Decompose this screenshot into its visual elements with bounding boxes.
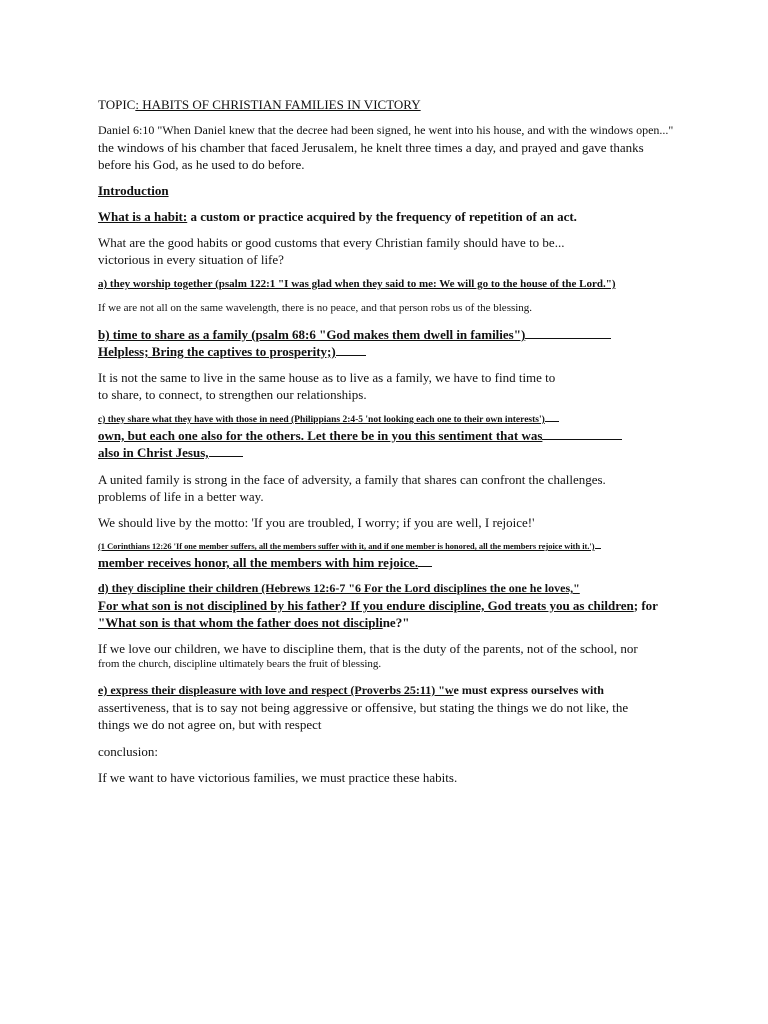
point-c-heading-2-text: own, but each one also for the others. Let there be in you this sentiment that was: [98, 428, 543, 443]
point-b-body-2: to share, to connect, to strengthen our relationships.: [98, 387, 367, 402]
conclusion-label: conclusion:: [98, 744, 158, 759]
question-line-1: What are the good habits or good customs that every Christian family should have to be...: [98, 235, 565, 250]
point-d-heading-2: [98, 597, 698, 614]
point-b-heading-1-text: b) time to share as a family (psalm 68:6 "God makes them dwell in families"): [98, 327, 526, 342]
point-b-heading-2-text: Helpless; Bring the captives to prosperity;): [98, 344, 336, 359]
verse-line-2: the windows of his chamber that faced Jerusalem, he knelt three times a day, and prayed and gave thanks: [98, 140, 644, 155]
topic-heading: [98, 96, 698, 113]
habit-text: a custom or practice acquired by the frequency of repetition of an act.: [187, 209, 577, 224]
point-c-heading-3-text: also in Christ Jesus,: [98, 445, 209, 460]
point-a-body: If we are not all on the same wavelength, there is no peace, and that person robs us of the blessing.: [98, 302, 533, 314]
verse-line-1: Daniel 6:10 "When Daniel knew that the decree had been signed, he went into his house, and with the windows open...": [98, 123, 674, 137]
question-line-2: victorious in every situation of life?: [98, 252, 284, 267]
underline-blank: [525, 327, 611, 339]
corinthians-ref-2-text: member receives honor, all the members with him rejoice.: [98, 555, 419, 570]
point-e-body-1: assertiveness, that is to say not being aggressive or offensive, but stating the things we do not like, the: [98, 700, 629, 715]
point-e-body-2: things we do not agree on, but with respect: [98, 717, 322, 732]
underline-blank: [209, 445, 243, 457]
point-e-heading-text: e) express their displeasure with love and respect (Proverbs 25:11) "w: [98, 683, 454, 697]
point-c-heading-1-text: c) they share what they have with those in need (Philippians 2:4-5 'not looking each one to their own interests'): [98, 415, 545, 425]
point-d-body-1: If we love our children, we have to discipline them, that is the duty of the parents, not of the school, nor: [98, 641, 638, 656]
document-page: [98, 96, 698, 786]
underline-blank: [418, 555, 432, 567]
topic-prefix: TOPIC: [98, 97, 136, 112]
point-c-body-1: A united family is strong in the face of adversity, a family that shares can confront the challenges.: [98, 472, 606, 487]
point-d-body-2: from the church, discipline ultimately bears the fruit of blessing.: [98, 658, 382, 670]
point-d-heading-3: [98, 614, 698, 631]
point-b-heading-2: [98, 343, 698, 360]
corinthians-ref-text: (1 Corinthians 12:26 'If one member suffers, all the members suffer with it, and if one member is honored, all the members rejoice with it.'): [98, 542, 595, 551]
point-b-heading-1: [98, 326, 698, 343]
habit-definition: [98, 208, 698, 225]
point-e-heading-tail: e must express ourselves with: [453, 683, 604, 697]
habit-label: What is a habit:: [98, 209, 188, 224]
motto: We should live by the motto: 'If you are troubled, I worry; if you are well, I rejoice!': [98, 515, 535, 530]
introduction-heading: Introduction: [98, 183, 169, 198]
underline-blank: [595, 540, 601, 549]
point-a-heading: a) they worship together (psalm 122:1 "I was glad when they said to me: We will go to the house of the Lord."): [98, 278, 616, 290]
point-d-heading-2-tail: ; for: [633, 598, 658, 613]
point-d-heading-3-tail: ne?": [382, 615, 410, 630]
point-c-heading-2: [98, 427, 698, 444]
point-c-heading-3: [98, 444, 698, 461]
point-d-heading-1: d) they discipline their children (Hebrews 12:6-7 "6 For the Lord disciplines the one he loves,": [98, 581, 580, 595]
point-d-heading-2-text: For what son is not disciplined by his father? If you endure discipline, God treats you as children: [98, 598, 634, 613]
underline-blank: [545, 412, 559, 422]
verse-line-3: before his God, as he used to do before.: [98, 157, 305, 172]
point-c-body-2: problems of life in a better way.: [98, 489, 264, 504]
point-e-heading: [98, 682, 698, 699]
point-b-body-1: It is not the same to live in the same house as to live as a family, we have to find time to: [98, 370, 556, 385]
topic-title: : HABITS OF CHRISTIAN FAMILIES IN VICTORY: [135, 97, 421, 112]
point-c-heading-1: [98, 412, 698, 427]
underline-blank: [336, 344, 366, 356]
point-d-heading-3-text: "What son is that whom the father does not discipli: [98, 615, 383, 630]
corinthians-ref-2: [98, 554, 698, 571]
conclusion-text: If we want to have victorious families, we must practice these habits.: [98, 770, 458, 785]
corinthians-ref: [98, 540, 698, 554]
underline-blank: [542, 428, 622, 440]
